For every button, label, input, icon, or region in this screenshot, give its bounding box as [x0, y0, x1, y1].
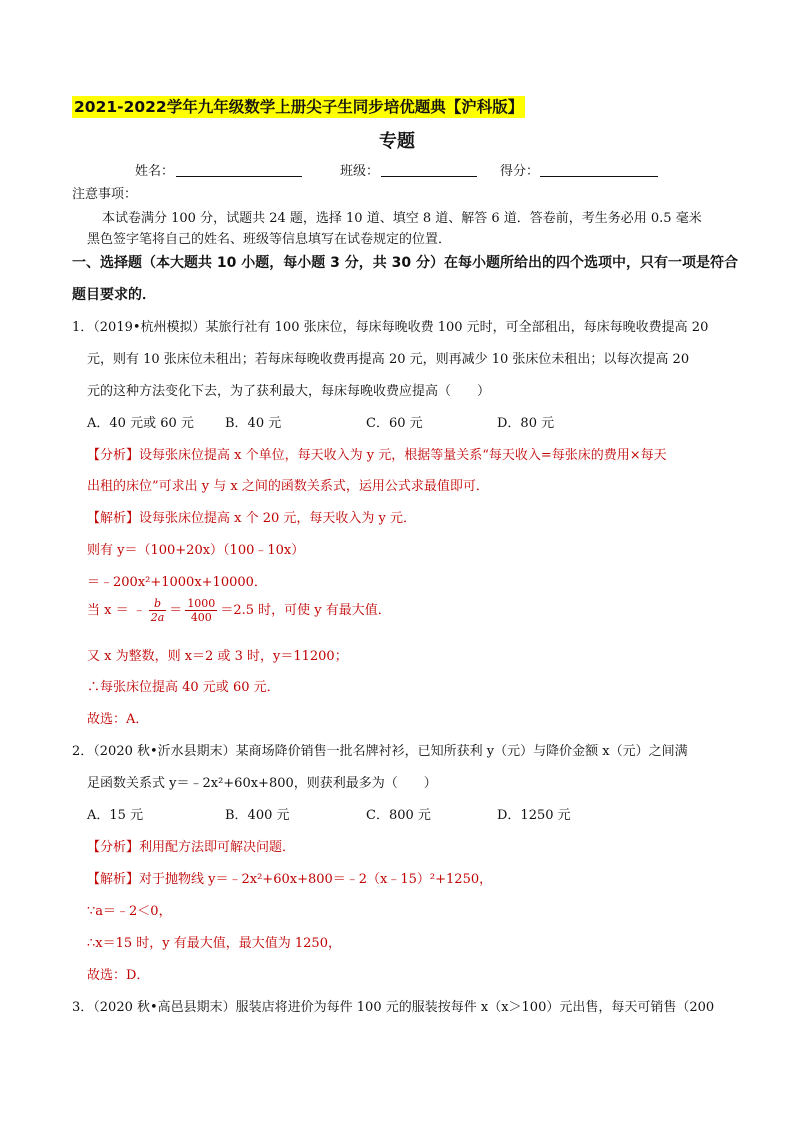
section-heading-1: 一、选择题（本大题共 10 小题，每小题 3 分，共 30 分）在每小题所给出的四个选项中，只有一项是符合 [72, 255, 738, 271]
page-title: 专题 [379, 131, 415, 152]
q2-option-d: D．1250 元 [497, 808, 571, 823]
q1-analysis-tag: 【分析】 [87, 448, 140, 463]
q1-stem-2: 元，则有 10 张床位未租出；若每床每晚收费再提高 20 元，则再减少 10 张床位未租出；以每次提高 20 [87, 352, 690, 367]
q1-solution-4: 当 x ＝ ﹣ $\frac{b}{2a}$ ＝ $\frac{1000}{400}$ ＝2.5 时，可使 y 有最大值． [87, 597, 391, 624]
q1-stem-3: 元的这种方法变化下去，为了获利最大，每床每晚收费应提高（ ） [87, 384, 491, 399]
class-blank[interactable] [381, 176, 477, 177]
q2-analysis-tag: 【分析】 [87, 840, 140, 855]
q2-stem-2: 足函数关系式 y＝﹣2x²+60x+800，则获利最多为（ ） [87, 776, 437, 791]
q2-stem-1: 2．（2020 秋•沂水县期末）某商场降价销售一批名牌衬衫，已知所获利 y（元）与降价金额 x（元）之间满 [72, 744, 688, 759]
q1-option-a: A．40 元或 60 元 [87, 416, 194, 431]
q1-solution-3: ＝﹣200x²+1000x+10000． [87, 575, 267, 590]
q1-solution-6: ∴每张床位提高 40 元或 60 元． [87, 680, 280, 695]
notice-heading: 注意事项： [72, 187, 138, 202]
fraction-1000-over-400: $\frac{1000}{400}$ [187, 597, 216, 624]
q2-solution-3: ∴x＝15 时，y 有最大值，最大值为 1250， [87, 936, 341, 951]
name-label: 姓名： [135, 164, 175, 179]
q2-solution-2: ∵a＝﹣2＜0， [87, 904, 172, 919]
class-label: 班级： [340, 164, 380, 179]
q2-solution-tag: 【解析】 [87, 872, 140, 887]
name-blank[interactable] [176, 176, 302, 177]
q2-option-a: A．15 元 [87, 808, 144, 823]
q2-solution-1: 【解析】对于抛物线 y＝﹣2x²+60x+800＝﹣2（x﹣15）²+1250， [87, 872, 493, 887]
q2-answer: 故选：D． [87, 968, 150, 983]
q1-solution-2: 则有 y＝（100+20x）（100﹣10x） [87, 543, 305, 558]
q1-stem-1: 1．（2019•杭州模拟）某旅行社有 100 张床位，每床每晚收费 100 元时，可全部租出，每床每晚收费提高 20 [72, 320, 709, 335]
q2-analysis-1: 【分析】利用配方法即可解决问题． [87, 840, 296, 855]
notice-line-1: 本试卷满分 100 分，试题共 24 题，选择 10 道、填空 8 道、解答 6 道．答卷前，考生务必用 0.5 毫米 [102, 211, 702, 226]
series-banner: 2021-2022学年九年级数学上册尖子生同步培优题典【沪科版】 [74, 98, 524, 116]
section-heading-2: 题目要求的． [72, 287, 156, 303]
student-info-row [0, 160, 794, 178]
q1-answer: 故选：A． [87, 712, 149, 727]
q3-stem-1: 3．（2020 秋•高邑县期末）服装店将进价为每件 100 元的服装按每件 x（x＞100）元出售，每天可销售（200 [72, 1000, 715, 1015]
notice-line-2: 黑色签字笔将自己的姓名、班级等信息填写在试卷规定的位置． [87, 232, 452, 247]
q1-analysis-2: 出租的床位”可求出 y 与 x 之间的函数关系式，运用公式求最值即可． [87, 479, 489, 494]
score-blank[interactable] [540, 176, 658, 177]
fraction-b-over-2a: $\frac{b}{2a}$ [150, 597, 165, 624]
q1-solution-tag: 【解析】 [87, 511, 140, 526]
q1-analysis-1: 【分析】设每张床位提高 x 个单位，每天收入为 y 元，根据等量关系“每天收入=每张床的费用×每天 [87, 448, 667, 463]
score-label: 得分： [500, 164, 540, 179]
q1-solution-5: 又 x 为整数，则 x＝2 或 3 时，y＝11200； [87, 649, 348, 664]
q1-option-b: B．40 元 [225, 416, 282, 431]
q2-option-b: B．400 元 [225, 808, 290, 823]
q1-option-d: D．80 元 [497, 416, 555, 431]
q1-option-c: C．60 元 [366, 416, 423, 431]
q2-option-c: C．800 元 [366, 808, 431, 823]
q1-solution-1: 【解析】设每张床位提高 x 个 20 元，每天收入为 y 元． [87, 511, 417, 526]
